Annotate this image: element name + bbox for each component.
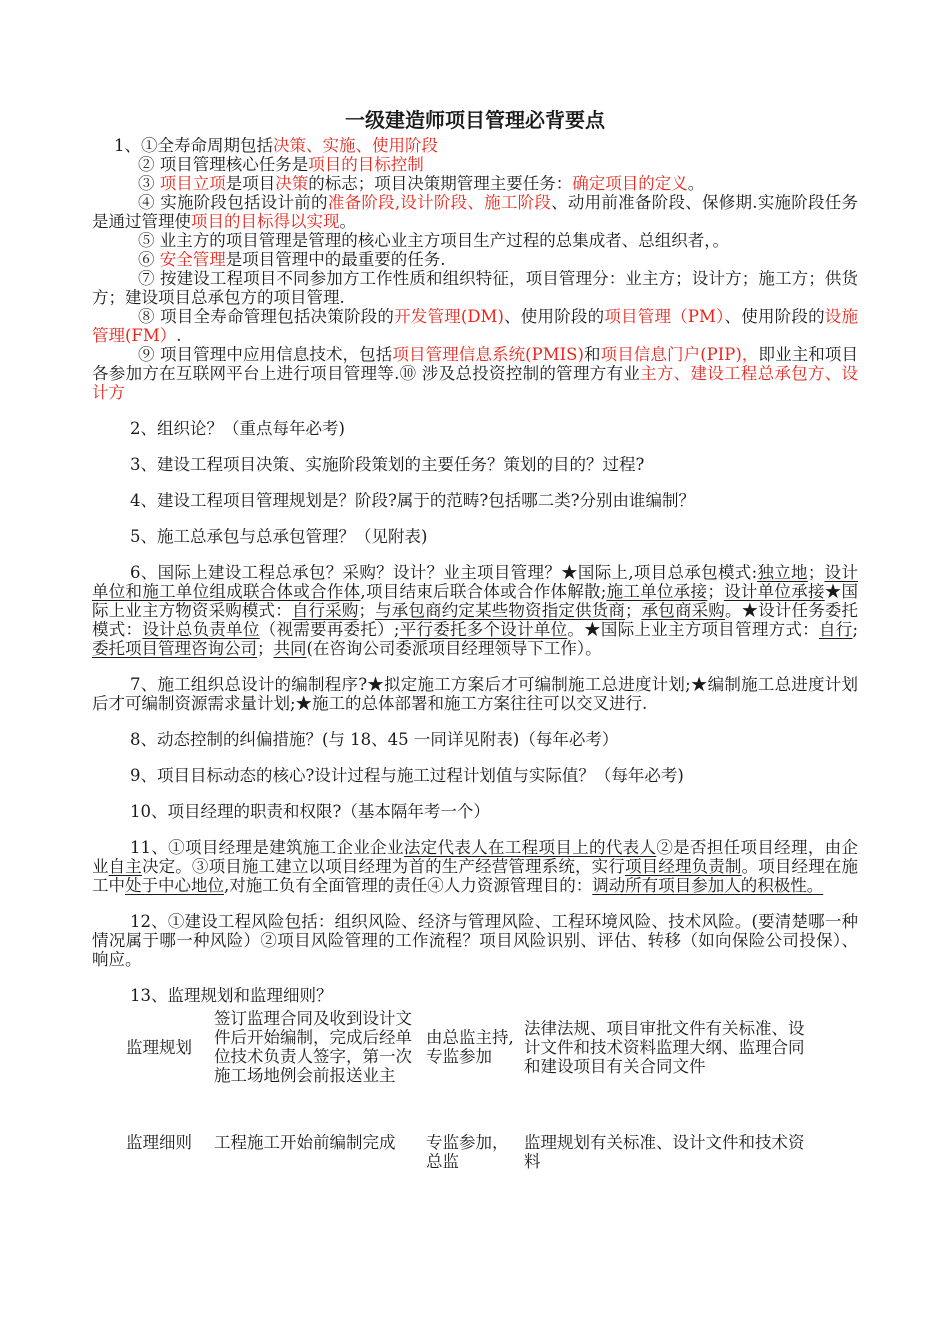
highlight: 决策 xyxy=(275,174,309,193)
underlined-term: 自主 xyxy=(108,857,142,876)
text: ; xyxy=(852,620,859,639)
table-row xyxy=(126,1009,814,1085)
text: 11、①项目经理是建筑施工企业企业 xyxy=(130,838,404,857)
text: 。 xyxy=(339,212,356,231)
question-3: 3、建设工程项目决策、实施阶段策划的主要任务？策划的目的？过程? xyxy=(130,455,645,474)
row-name: 监理细则 xyxy=(126,1133,192,1152)
highlight: 项目管理信息系统(PMIS) xyxy=(392,345,584,364)
row-basis: 法律法规、项目审批文件有关标准、设计文件和技术资料监理大纲、监理合同和建设项目有关合同文件 xyxy=(524,1018,805,1076)
question-12: 12、①建设工程风险包括：组织风险、经济与管理风险、工程环境风险、技术风险。(要清楚哪一种情况属于哪一种风险）②项目风险管理的工作流程？项目风险识别、评估、转移（如向保险公司投保）、响应。 xyxy=(92,912,858,969)
text: ,对施工负有全面管理的责任④人力资源管理目的： xyxy=(224,876,593,895)
text: ③ xyxy=(138,174,160,193)
q1-line6 xyxy=(92,250,858,269)
question-10: 10、项目经理的职责和权限?（基本隔年考一个） xyxy=(130,802,490,821)
text: ； xyxy=(625,601,642,620)
supervision-table xyxy=(126,1009,814,1171)
underlined-term: 设计单位和施工单位组成联合体或合作体 xyxy=(92,563,858,601)
row-time: 签订监理合同及收到设计文件后开始编制，完成后经单位技术负责人签字，第一次施工场地例会前报送业主 xyxy=(214,1009,412,1085)
underlined-term: 调动所有项目参加人的积极性。 xyxy=(592,876,824,895)
text: ②是否担任项目经理，由企业 xyxy=(92,838,859,876)
question-9: 9、项目目标动态的核心?设计过程与施工过程计划值与实际值？（每年必考) xyxy=(130,766,684,785)
question-2: 2、组织论？（重点每年必考) xyxy=(130,419,345,438)
text: 。 xyxy=(687,174,705,193)
text: 的标志；项目决策期管理主要任务： xyxy=(308,174,573,193)
text: （视需要再委托）; xyxy=(259,620,400,639)
text: 和 xyxy=(583,345,601,364)
row-time: 工程施工开始前编制完成 xyxy=(214,1133,396,1152)
underlined-term: 自行采购 xyxy=(291,601,359,620)
text: ； xyxy=(358,601,375,620)
underlined-term: 委托项目管理咨询公司 xyxy=(92,639,257,658)
text: ⑨ 项目管理中应用信息技术，包括 xyxy=(138,345,393,364)
underlined-term: 设计单位承接 xyxy=(723,582,825,601)
text: ； xyxy=(807,563,825,582)
text: 即业主和项目各参加方在互联网平台上进行项目管理等.⑩ 涉及总投资控制的管理方有业 xyxy=(92,345,859,383)
text: 决定。③项目施工建立以项目经理为首的生产经营管理系统，实行 xyxy=(141,857,625,876)
underlined-term: 承包商采购 xyxy=(641,601,725,620)
text: 1、①全寿命周期包括 xyxy=(114,136,273,155)
underlined-term: 项目经理负责制 xyxy=(624,857,742,876)
underlined-term: 独立地 xyxy=(757,563,808,582)
q1-line1 xyxy=(92,136,858,155)
row-basis: 监理规划有关标准、设计文件和技术资料 xyxy=(524,1133,805,1171)
question-7: 7、施工组织总设计的编制程序?★拟定施工方案后才可编制施工总进度计划;★编制施工总进度计划后才可编制资源需求量计划;★施工的总体部署和施工方案往往可以交叉进行. xyxy=(92,675,858,713)
underlined-term: 法定代表人在工程项目上的代表人 xyxy=(403,838,657,857)
question-13: 13、监理规划和监理细则？ xyxy=(130,986,333,1005)
q1-line4 xyxy=(92,193,858,231)
text: 6、国际上建设工程总承包？采购？设计？业主项目管理？★国际上,项目总承包模式: xyxy=(130,563,758,582)
text: ② 项目管理核心任务是 xyxy=(138,155,309,174)
text: ； xyxy=(707,582,724,601)
highlight: 设施管理(FM） xyxy=(92,307,859,345)
row-who: 由总监主持,专监参加 xyxy=(426,1028,514,1066)
underlined-term: 平行委托多个设计单位 xyxy=(399,620,568,639)
q1-line7: ⑦ 按建设工程项目不同参加方工作性质和组织特征，项目管理分：业主方；设计方；施工方；供货方；建设项目总承包方的项目管理. xyxy=(92,269,858,307)
q1-line2 xyxy=(92,155,858,174)
highlight: 确定项目的定义 xyxy=(572,174,688,193)
document-title: 一级建造师项目管理必背要点 xyxy=(345,108,605,132)
text: (在咨询公司委派项目经理领导下工作）。 xyxy=(306,639,602,658)
text: 。★国际上业主方项目管理方式： xyxy=(567,620,819,639)
q1-line8 xyxy=(92,307,858,345)
text: . xyxy=(176,326,182,345)
text: ,项目结束后联合体或合作体解散; xyxy=(360,582,607,601)
highlight: 项目的目标得以实现 xyxy=(191,212,340,231)
highlight: 安全管理 xyxy=(159,250,226,269)
q1-line3 xyxy=(92,174,858,193)
highlight: 决策、实施、使用阶段 xyxy=(273,136,438,155)
highlight: 项目的目标控制 xyxy=(308,155,424,174)
document-page xyxy=(92,108,858,1171)
highlight: 项目管理（PM） xyxy=(604,307,725,326)
highlight: 项目信息门户(PIP)， xyxy=(600,345,759,364)
text: 。★设计任务委托模式： xyxy=(92,601,859,639)
question-11 xyxy=(92,838,858,895)
q1-line5: ⑤ 业主方的项目管理是管理的核心业主方项目生产过程的总集成者、总组织者，。 xyxy=(138,231,729,250)
highlight: 准备阶段,设计阶段、施工阶段 xyxy=(327,193,552,212)
underlined-term: 共同 xyxy=(273,639,307,658)
text: ⑥ xyxy=(138,250,160,269)
question-6 xyxy=(92,563,858,658)
text: 是项目管理中的最重要的任务. xyxy=(225,250,446,269)
highlight: 开发管理(DM) xyxy=(394,307,504,326)
text: ★国际上业主方物资采购模式： xyxy=(92,582,859,620)
highlight: 主方、建设工程总承包方、设计方 xyxy=(92,364,859,402)
text: 、使用阶段的 xyxy=(503,307,605,326)
text: ④ 实施阶段包括设计前的 xyxy=(138,193,328,212)
text: 是项目 xyxy=(225,174,276,193)
q1-line9 xyxy=(92,345,858,402)
highlight: 项目立项 xyxy=(159,174,226,193)
table-row xyxy=(126,1085,814,1171)
underlined-term: 自行 xyxy=(818,620,853,639)
underlined-term: 施工单位承接 xyxy=(606,582,708,601)
underlined-term: 设计总负责单位 xyxy=(142,620,260,639)
underlined-term: 与承包商约定某些物资指定供货商 xyxy=(375,601,625,620)
question-8: 8、动态控制的纠偏措施？(与 18、45 一同详见附表)（每年必考） xyxy=(130,730,619,749)
row-name: 监理规划 xyxy=(126,1037,192,1057)
question-4: 4、建设工程项目管理规划是？阶段?属于的范畴?包括哪二类?分别由谁编制？ xyxy=(130,491,696,510)
row-who: 专监参加，总监 xyxy=(426,1133,509,1171)
text: ⑧ 项目全寿命管理包括决策阶段的 xyxy=(138,307,395,326)
underlined-term: 处于中心地位 xyxy=(125,876,224,895)
text: 、动用前准备阶段、保修期.实施阶段任务是通过管理使 xyxy=(92,193,859,231)
text: ； xyxy=(257,639,274,658)
text: 。项目经理在施工中 xyxy=(92,857,859,895)
question-5: 5、施工总承包与总承包管理？（见附表) xyxy=(130,527,428,546)
text: 、使用阶段的 xyxy=(724,307,825,326)
